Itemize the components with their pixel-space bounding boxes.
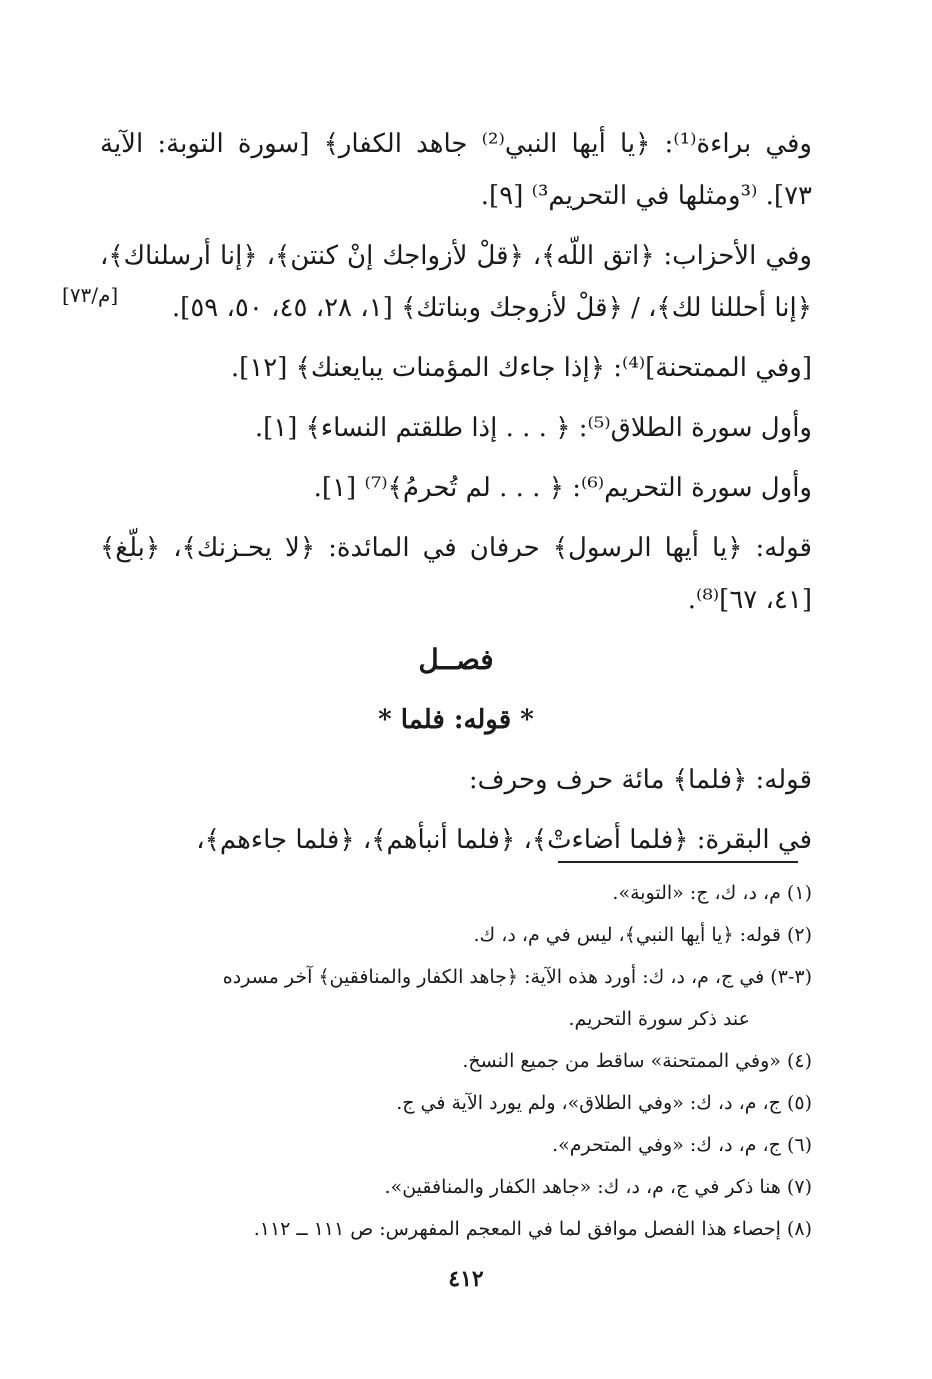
paragraph-mumtahana: [وفي الممتحنة]⁽⁴⁾: ﴿إذا جاءك المؤمنات يبايعنك﴾ [١٢]. [230,353,812,383]
paragraph-tahrim: وأول سورة التحريم⁽⁶⁾: ﴿ . . . لم تُحرمُ﴾⁽⁷⁾ [١]. [313,473,812,503]
footnote-6: (٦) ج، م، د، ك: «وفي المتحرم». [552,1134,812,1156]
footnote-8: (٨) إحصاء هذا الفصل موافق لما في المعجم المفهرس: ص ١١١ ــ ١١٢. [253,1218,812,1240]
section-title: فصــل [418,643,494,676]
paragraph-baqara: في البقرة: ﴿فلما أضاءتْ﴾، ﴿فلما أنبأهم﴾، ﴿فلما جاءهم﴾، [196,825,812,855]
page-number: ٤١٢ [448,1266,484,1292]
main-text [100,118,812,874]
footnote-2: (٢) قوله: ﴿يا أيها النبي﴾، ليس في م، د، ك. [473,924,812,946]
footnote-3: (٣-٣) في ج، م، د، ك: أورد هذه الآية: ﴿جاهد الكفار والمنافقين﴾ آخر مسرده [222,966,812,988]
footnote-5: (٥) ج، م، د، ك: «وفي الطلاق»، ولم يورد الآية في ج. [396,1092,812,1114]
paragraph-bara: وفي براءة⁽¹⁾: ﴿يا أيها النبي⁽²⁾ جاهد الكفار﴾ [سورة التوبة: الآية ٧٣]. ⁽³ومثلها في التحريم³⁾ [٩]. [100,129,812,211]
footnote-7: (٧) هنا ذكر في ج، م، د، ك: «جاهد الكفار والمنافقين». [384,1176,812,1198]
paragraph-falamma: قوله: ﴿فلما﴾ مائة حرف وحرف: [468,765,812,795]
paragraph-talaq: وأول سورة الطلاق⁽⁵⁾: ﴿ . . . إذا طلقتم النساء﴾ [١]. [254,413,812,443]
footnote-4: (٤) «وفي الممتحنة» ساقط من جميع النسخ. [462,1050,812,1072]
footnote-1: (١) م، د، ك، ج: «التوبة». [612,882,812,904]
manuscript-margin-note: [م/٧٣] [62,283,119,307]
paragraph-ahzab: وفي الأحزاب: ﴿اتق اللّه﴾، ﴿قلْ لأزواجك إنْ كنتن﴾، ﴿إنا أرسلناك﴾، ﴿إنا أحللنا لك﴾، / ﴿قلْ لأزوجك وبناتك﴾ [١، ٢٨، ٤٥، ٥٠، ٥٩]. [100,241,812,323]
footnote-3-continued: عند ذكر سورة التحريم. [568,1008,750,1030]
paragraph-rasul: قوله: ﴿يا أيها الرسول﴾ حرفان في المائدة: ﴿لا يحـزنك﴾، ﴿بلّغ﴾ [٤١، ٦٧]⁽⁸⁾. [100,533,812,615]
footnotes [108,872,812,1250]
section-subheading: * قوله: فلما * [378,705,534,735]
footnote-divider [558,861,798,863]
